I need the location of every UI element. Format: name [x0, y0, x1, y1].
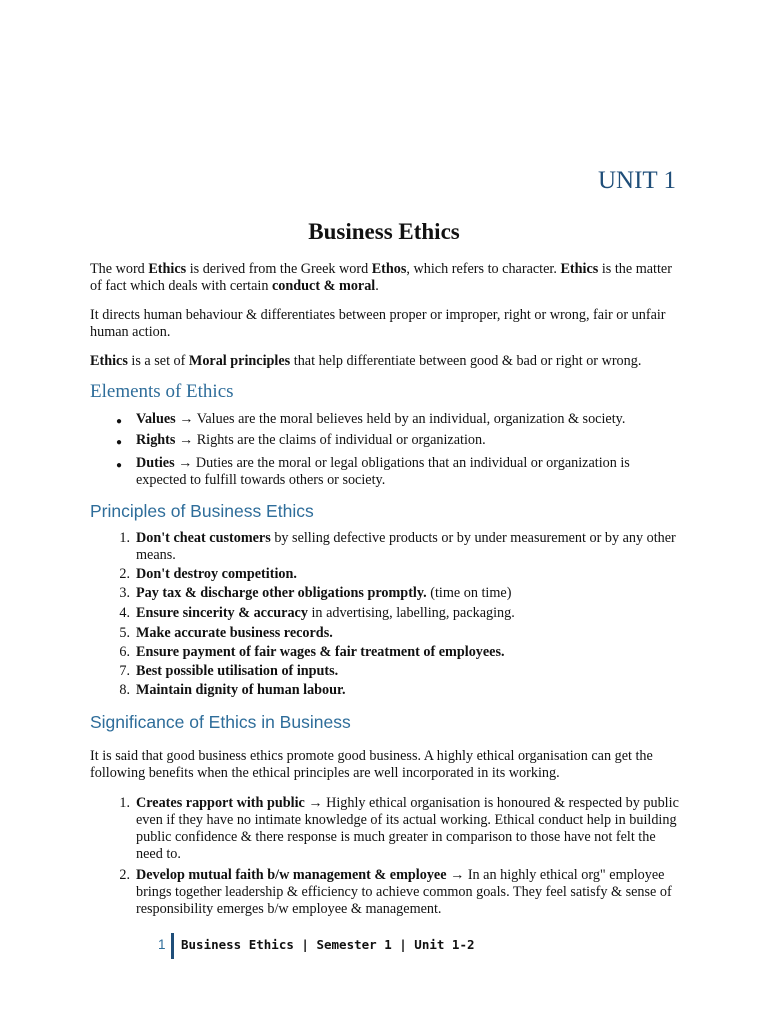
list-number: 6. [119, 644, 130, 660]
intro-paragraph-2: It directs human behaviour & differentiates between proper or improper, right or wrong, fair or unfair human action. [90, 307, 666, 340]
list-number: 4. [119, 605, 130, 621]
list-number: 1. [119, 530, 130, 546]
bullet-icon: ● [116, 460, 123, 471]
principles-heading: Principles of Business Ethics [90, 501, 314, 521]
footer-divider [171, 933, 174, 959]
unit-label: UNIT 1 [597, 167, 676, 194]
elements-heading: Elements of Ethics [90, 381, 234, 402]
list-number: 2. [119, 566, 130, 582]
document-page: UNIT 1 Business Ethics The word Ethics is derived from the Greek word Ethos, which refers to character. Ethics is the matter of fact which deals with certain conduct & moral. It directs human behaviour & differentiates between proper or improper, right or wrong, fair or unfair human action. Ethics is a set of Moral principles that help differentiate between good & bad or right or wrong. Elements of Ethics ● Values → Values are the moral believes held by an individual, organization & society. ● Rights → Rights are the claims of individual or organization. ● Duties → Duties are the moral or legal obligations that an individual or organization is expected to fulfill towards others or society. Principles of Business Ethics 1. Don't cheat customers by selling defective products or by under measurement or by any other means. 2. Don't destroy competition. 3. Pay tax & discharge other obligations promptly. (time on time) 4. Ensure sincerity & accuracy in advertising, labelling, packaging. 5. Make accurate business records. 6. Ensure payment of fair wages & fair treatment of employees. 7. Best possible utilisation of inputs. 8. Maintain dignity of human labour. Significance of Ethics in Business It is said that good business ethics promote good business. A highly ethical organisation can get the following benefits when the ethical principles are well incorporated in its working. 1. Creates rapport with public → Highly ethical organisation is honoured & respected by public even if they have no intimate knowledge of its actual working. Ethical conduct help in building public confidence & there response is much greater in comparison to those have not felt the need to. 2. Develop mutual faith b/w management & employee → In an highly ethical org" employee brings together leadership & efficiency to achieve common goals. They feel satisfy & sense of responsibility emerges b/w employee & management. 1 Business Ethics | Semester 1 | Unit 1-2 [0, 0, 768, 1024]
list-number: 8. [119, 682, 130, 698]
intro-paragraph-1: The word Ethics is derived from the Greek word Ethos, which refers to character. Ethics is the matter of fact which deals with certain conduct & moral. [90, 261, 672, 294]
document-title: Business Ethics [308, 219, 460, 244]
page-number: 1 [158, 937, 166, 952]
list-number: 2. [119, 867, 130, 883]
footer-text: Business Ethics | Semester 1 | Unit 1-2 [181, 937, 475, 952]
bullet-icon: ● [116, 416, 123, 427]
significance-heading: Significance of Ethics in Business [90, 712, 351, 732]
list-number: 1. [119, 795, 130, 811]
bullet-icon: ● [116, 437, 123, 448]
list-number: 7. [119, 663, 130, 679]
list-number: 5. [119, 625, 130, 641]
significance-intro: It is said that good business ethics promote good business. A highly ethical organisation can get the following benefits when the ethical principles are well incorporated in its working. [90, 748, 653, 781]
list-number: 3. [119, 585, 130, 601]
intro-paragraph-3: Ethics is a set of Moral principles that help differentiate between good & bad or right or wrong. [90, 353, 642, 369]
